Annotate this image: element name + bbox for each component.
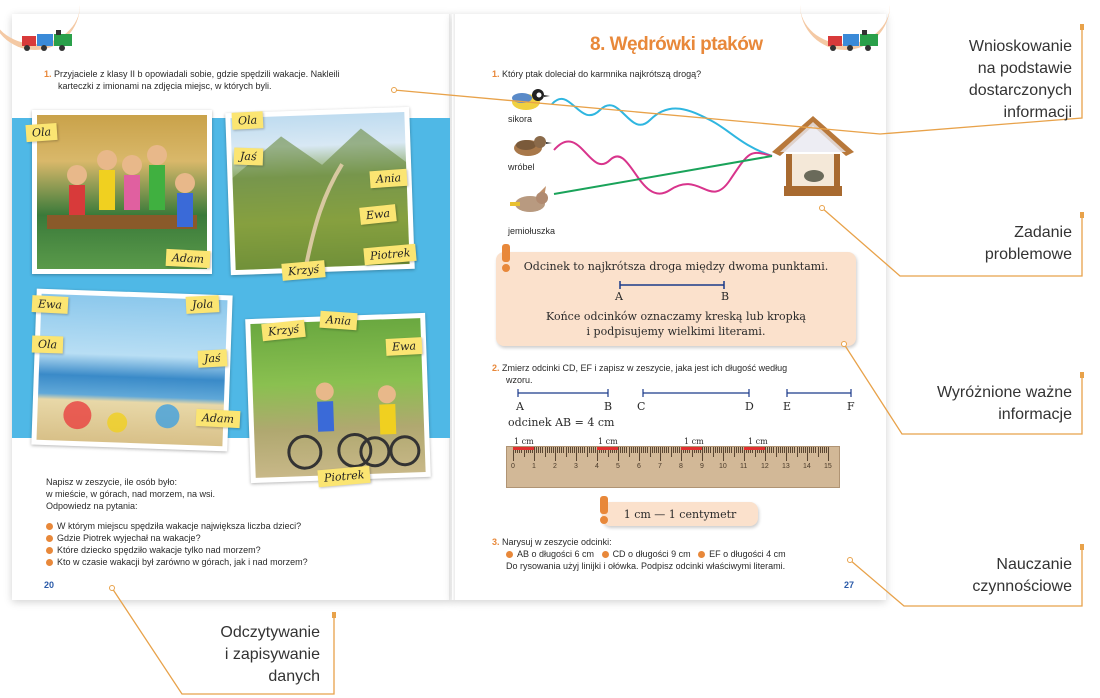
page-title: 8. Wędrówki ptaków (590, 34, 763, 55)
bird-label: jemiołuszka (508, 226, 556, 236)
page-number-right: 27 (844, 580, 855, 590)
task-text: Do rysowania użyj linijki i ołówka. Podpisz odcinki właściwymi literami. (506, 561, 786, 571)
point-label: F (847, 400, 855, 413)
list-item: CD o długości 9 cm (612, 549, 691, 559)
point-label: A (615, 290, 623, 303)
ruler-number: 1 (532, 463, 536, 470)
task-text: Który ptak doleciał do karmnika najkrótszą drogą? (502, 69, 702, 79)
ruler-number: 7 (658, 463, 662, 470)
ruler-number: 10 (719, 463, 727, 470)
task-number: 1. (492, 69, 500, 79)
list-item: AB o długości 6 cm (517, 549, 595, 559)
bird-label: wróbel (508, 162, 535, 172)
task-text: Przyjaciele z klasy II b opowiadali sobie, gdzie spędzili wakacje. Nakleili (54, 69, 340, 79)
sticky-note: Ewa (359, 204, 397, 225)
sticky-note: Jaś (198, 349, 227, 367)
info-text: 1 cm — 1 centymetr (623, 508, 737, 521)
point-label: C (637, 400, 646, 413)
task-number: 1. (44, 69, 52, 79)
list-item: Gdzie Piotrek wyjechał na wakacje? (46, 532, 426, 544)
sticky-note: Jaś (234, 148, 263, 166)
ruler-number: 12 (761, 463, 769, 470)
ruler-number: 11 (740, 463, 748, 470)
instruction-line: Odpowiedz na pytania: (46, 501, 138, 511)
page-number-left: 20 (44, 580, 55, 590)
instruction-line: w mieście, w górach, nad morzem, na wsi. (46, 489, 216, 499)
bird-label: sikora (508, 114, 533, 124)
cm-label: 1 cm (514, 437, 534, 446)
point-label: B (721, 290, 730, 303)
list-item: W którym miejscu spędziła wakacje największa liczba dzieci? (46, 520, 426, 532)
point-label: B (604, 400, 613, 413)
sticky-note: Ewa (32, 295, 69, 314)
task-number: 2. (492, 363, 500, 373)
point-label: E (783, 400, 792, 413)
ruler-number: 5 (616, 463, 620, 470)
point-label: A (516, 400, 524, 413)
list-item: Które dziecko spędziło wakacje tylko nad morzem? (46, 544, 426, 556)
sticky-note: Ola (32, 335, 64, 353)
sticky-note: Adam (166, 249, 211, 268)
sticky-note: Piotrek (363, 244, 417, 266)
ruler-number: 6 (637, 463, 641, 470)
sticky-note: Ania (369, 169, 407, 189)
info-text: Odcinek to najkrótsza droga między dwoma punktami. (523, 260, 829, 273)
info-text: Końce odcinków oznaczamy kreską lub kropką (546, 310, 806, 323)
sticky-note: Jola (186, 295, 220, 314)
task-text: karteczki z imionami na zdjęcia miejsc, w których byli. (58, 81, 272, 91)
ruler-number: 4 (595, 463, 599, 470)
point-label: D (745, 400, 754, 413)
example-text: odcinek AB = 4 cm (508, 416, 615, 429)
ruler-number: 15 (824, 463, 832, 470)
callout-important-info: Wyróżnione ważne informacje (936, 384, 1072, 423)
ruler-number: 8 (679, 463, 683, 470)
cm-label: 1 cm (598, 437, 618, 446)
list-item: Kto w czasie wakacji był zarówno w górach, jak i nad morzem? (46, 556, 426, 568)
sticky-note: Krzyś (281, 260, 325, 281)
sticky-note: Ania (319, 311, 357, 331)
callout-inference: Wnioskowanie na podstawie dostarczonych informacji (968, 38, 1072, 121)
sticky-note: Piotrek (317, 466, 371, 488)
ruler-number: 0 (511, 463, 515, 470)
ruler-number: 14 (803, 463, 811, 470)
sticky-note: Ola (232, 111, 264, 130)
ruler-number: 2 (553, 463, 557, 470)
cm-label: 1 cm (748, 437, 768, 446)
task-text: Zmierz odcinki CD, EF i zapisz w zeszycie, jaka jest ich długość według (502, 363, 788, 373)
callout-activity-learning: Nauczanie czynnościowe (972, 556, 1072, 595)
sticky-note: Ewa (386, 337, 423, 356)
ruler-number: 3 (574, 463, 578, 470)
sticky-note: Krzyś (261, 320, 306, 341)
task-number: 3. (492, 537, 500, 547)
ruler-number: 13 (782, 463, 790, 470)
task-text: Narysuj w zeszycie odcinki: (502, 537, 612, 547)
ruler-number: 9 (700, 463, 704, 470)
sticky-note: Adam (196, 409, 241, 428)
list-item: EF o długości 4 cm (709, 549, 786, 559)
callout-reading-data: Odczytywanie i zapisywanie danych (220, 624, 320, 685)
callout-problem-task: Zadanie problemowe (984, 224, 1072, 263)
task-text: wzoru. (506, 375, 533, 385)
info-text: i podpisujemy wielkimi literami. (586, 325, 766, 338)
cm-label: 1 cm (684, 437, 704, 446)
sticky-note: Ola (25, 123, 57, 142)
instruction-line: Napisz w zeszycie, ile osób było: (46, 477, 178, 487)
